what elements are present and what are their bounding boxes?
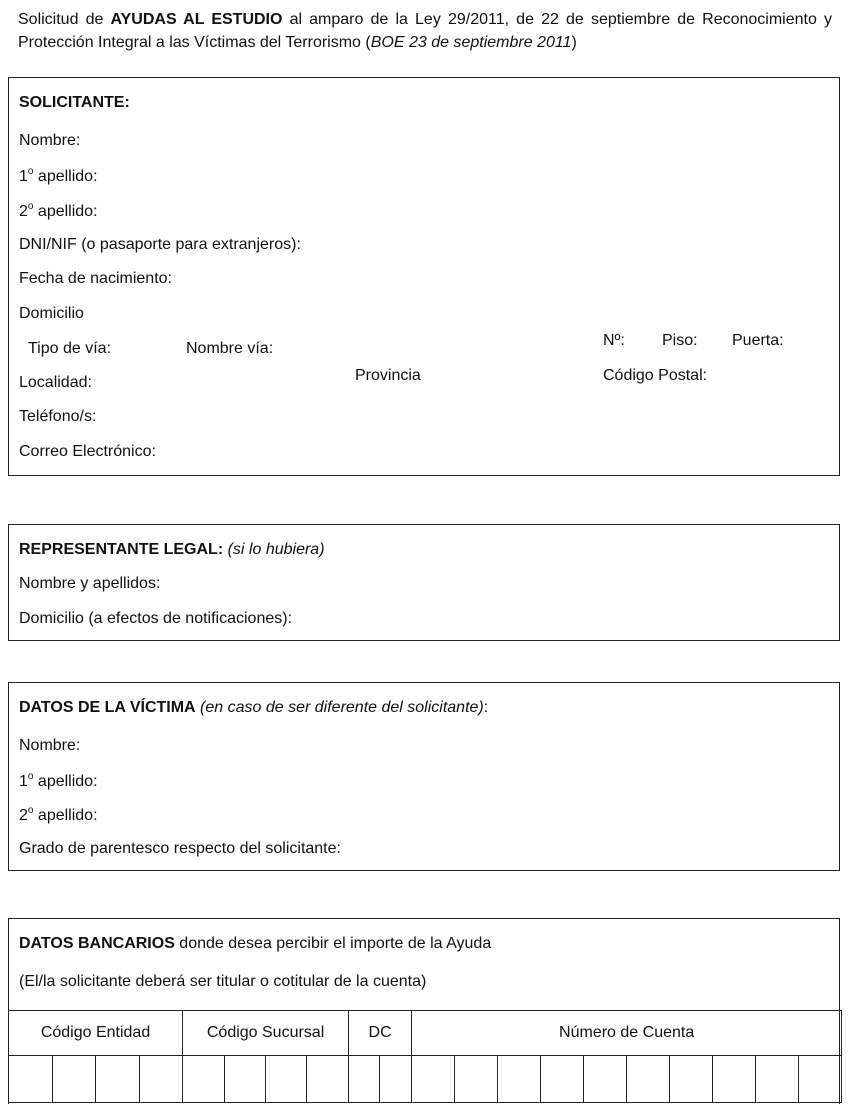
- solicitante-domicilio-label: Domicilio: [19, 305, 84, 322]
- representante-nombre-field[interactable]: Nombre y apellidos:: [19, 575, 161, 592]
- cuenta-digit-cell[interactable]: [799, 1056, 842, 1103]
- nombre-via-field[interactable]: Nombre vía:: [186, 340, 274, 357]
- bank-account-table: [8, 1010, 842, 1103]
- sucursal-digit-cell[interactable]: [225, 1056, 266, 1103]
- bank-header-row: [9, 1011, 842, 1056]
- cuenta-digit-cell[interactable]: [713, 1056, 756, 1103]
- entidad-digit-cell[interactable]: [140, 1056, 183, 1103]
- representante-section: [8, 524, 840, 641]
- victima-parentesco-field[interactable]: Grado de parentesco respecto del solicitante:: [19, 840, 341, 857]
- bank-digits-row: [9, 1056, 842, 1103]
- correo-field[interactable]: Correo Electrónico:: [19, 443, 156, 460]
- piso-field[interactable]: Piso:: [662, 332, 698, 349]
- entidad-digit-cell[interactable]: [9, 1056, 53, 1103]
- cuenta-digit-cell[interactable]: [627, 1056, 670, 1103]
- representante-title: REPRESENTANTE LEGAL: (si lo hubiera): [19, 541, 325, 558]
- bancarios-title: DATOS BANCARIOS donde desea percibir el importe de la Ayuda: [19, 935, 492, 952]
- provincia-field[interactable]: Provincia: [355, 367, 421, 384]
- solicitante-section: [8, 77, 840, 476]
- victima-apellido2-field[interactable]: 2$^o$ apellido:: [19, 805, 98, 824]
- entidad-digit-cell[interactable]: [96, 1056, 140, 1103]
- cuenta-digit-cell[interactable]: [412, 1056, 455, 1103]
- cuenta-digit-cell[interactable]: [498, 1056, 541, 1103]
- cuenta-digit-cell[interactable]: [670, 1056, 713, 1103]
- form-title: AYUDAS AL ESTUDIO: [110, 11, 283, 28]
- puerta-field[interactable]: Puerta:: [732, 332, 784, 349]
- victima-apellido1-field[interactable]: 1$^o$ apellido:: [19, 771, 98, 790]
- telefono-field[interactable]: Teléfono/s:: [19, 408, 97, 425]
- numero-cuenta-header: Número de Cuenta: [412, 1011, 842, 1056]
- victima-title: DATOS DE LA VÍCTIMA (en caso de ser diferente del solicitante):: [19, 699, 489, 716]
- representante-domicilio-field[interactable]: Domicilio (a efectos de notificaciones):: [19, 610, 293, 627]
- numero-field[interactable]: Nº:: [603, 332, 625, 349]
- codigo-sucursal-header: Código Sucursal: [183, 1011, 349, 1056]
- solicitante-fecha-nacimiento-field[interactable]: Fecha de nacimiento:: [19, 270, 172, 287]
- victima-section: [8, 682, 840, 871]
- cuenta-digit-cell[interactable]: [455, 1056, 498, 1103]
- sucursal-digit-cell[interactable]: [266, 1056, 307, 1103]
- solicitante-apellido2-field[interactable]: 2$^o$ apellido:: [19, 201, 98, 220]
- codigo-entidad-header: Código Entidad: [9, 1011, 183, 1056]
- bancarios-note: (El/la solicitante deberá ser titular o cotitular de la cuenta): [19, 973, 427, 990]
- dc-header: DC: [349, 1011, 412, 1056]
- victima-nombre-field[interactable]: Nombre:: [19, 737, 81, 754]
- codigo-postal-field[interactable]: Código Postal:: [603, 367, 708, 384]
- localidad-field[interactable]: Localidad:: [19, 374, 92, 391]
- cuenta-digit-cell[interactable]: [756, 1056, 799, 1103]
- solicitante-dni-field[interactable]: DNI/NIF (o pasaporte para extranjeros):: [19, 236, 301, 253]
- bancarios-section: [8, 918, 840, 1104]
- sucursal-digit-cell[interactable]: [183, 1056, 225, 1103]
- cuenta-digit-cell[interactable]: [584, 1056, 627, 1103]
- solicitante-nombre-field[interactable]: Nombre:: [19, 132, 81, 149]
- dc-digit-cell[interactable]: [380, 1056, 412, 1103]
- solicitante-apellido1-field[interactable]: 1$^o$ apellido:: [19, 166, 98, 185]
- sucursal-digit-cell[interactable]: [307, 1056, 349, 1103]
- entidad-digit-cell[interactable]: [53, 1056, 96, 1103]
- cuenta-digit-cell[interactable]: [541, 1056, 584, 1103]
- dc-digit-cell[interactable]: [349, 1056, 380, 1103]
- solicitante-title: SOLICITANTE:: [19, 94, 130, 111]
- form-header: Solicitud de AYUDAS AL ESTUDIO al amparo de la Ley 29/2011, de 22 de septiembre de Reconocimiento y Protección Integral a las Víctimas del Terrorismo (BOE 23 de septiembre 2011): [18, 11, 833, 51]
- tipo-via-field[interactable]: Tipo de vía:: [28, 340, 112, 357]
